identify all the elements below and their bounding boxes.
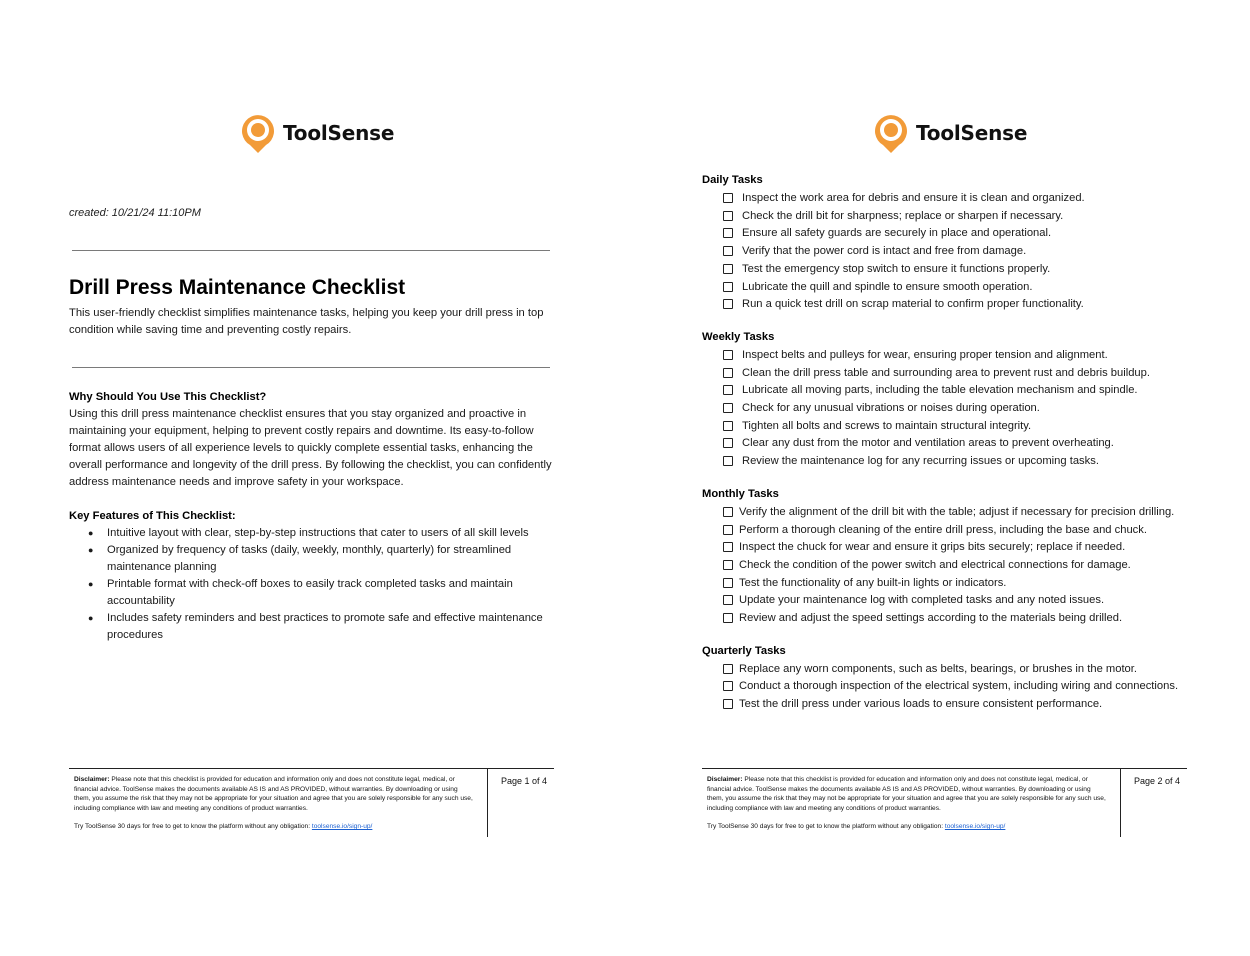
page-number: Page 1 of 4 [501, 776, 548, 786]
checkbox[interactable] [723, 542, 733, 552]
checklist-item: Clean the drill press table and surrounding area to prevent rust and debris buildup. [702, 365, 1222, 383]
checklist-item: Lubricate all moving parts, including the table elevation mechanism and spindle. [702, 382, 1222, 400]
toolsense-logo [873, 112, 1027, 154]
brand-name: ToolSense [283, 121, 395, 145]
checkbox[interactable] [723, 211, 733, 221]
checkbox[interactable] [723, 246, 733, 256]
checklist-item: Inspect the work area for debris and ensure it is clean and organized. [702, 190, 1222, 208]
checklist-item: Verify that the power cord is intact and free from damage. [702, 243, 1222, 261]
divider [72, 250, 550, 251]
bullet-icon: ● [88, 528, 94, 538]
list-item: ● Organized by frequency of tasks (daily, weekly, monthly, quarterly) for streamlined maintenance planning [88, 544, 512, 573]
checkbox[interactable] [723, 350, 733, 360]
checkbox[interactable] [723, 228, 733, 238]
page-title: Drill Press Maintenance Checklist [69, 276, 406, 299]
features-heading: Key Features of This Checklist: [69, 510, 236, 522]
why-body: Using this drill press maintenance checklist ensures that you stay organized and proactive in maintaining your equipment, helping to prevent costly repairs and downtime. Its easy-to-follow format allows users of all experience levels to quickly complete essential tasks, enhancing the overall performance and longevity of the drill press. By following the checklist, you can confidently address maintenance needs and improve safety in your workspace. [69, 408, 552, 488]
checklist-item: Inspect the chuck for wear and ensure it grips bits securely; replace if needed. [702, 539, 1222, 557]
checkbox[interactable] [723, 368, 733, 378]
checkbox[interactable] [723, 438, 733, 448]
list-item: ● Intuitive layout with clear, step-by-step instructions that cater to users of all skill levels [69, 525, 561, 542]
daily-tasks [702, 172, 1222, 314]
checklist-item: Lubricate the quill and spindle to ensure smooth operation. [702, 279, 1222, 297]
why-heading: Why Should You Use This Checklist? [69, 391, 267, 403]
checklist-item: Tighten all bolts and screws to maintain structural integrity. [702, 418, 1222, 436]
checkbox[interactable] [723, 264, 733, 274]
checkbox[interactable] [723, 681, 733, 691]
divider [72, 367, 550, 368]
bullet-icon: ● [88, 579, 94, 589]
location-pin-icon [240, 112, 276, 154]
intro-text: This user-friendly checklist simplifies maintenance tasks, helping you keep your drill press in top condition while saving time and preventing costly repairs. [69, 307, 544, 336]
checkbox[interactable] [723, 699, 733, 709]
weekly-tasks [702, 329, 1222, 471]
toolsense-logo [240, 112, 394, 154]
checklist-item: Check the condition of the power switch and electrical connections for damage. [702, 557, 1222, 575]
trial-text: Try ToolSense 30 days for free to get to know the platform without any obligation: toolsense.io/sign-up/ [74, 823, 373, 830]
checkbox[interactable] [723, 595, 733, 605]
checkbox[interactable] [723, 282, 733, 292]
checklist-item: Check for any unusual vibrations or noises during operation. [702, 400, 1222, 418]
footer-rule [702, 768, 1187, 769]
monthly-tasks [702, 486, 1222, 628]
disclaimer: Disclaimer: Please note that this checklist is provided for education and information only and does not constitute legal, medical, or financial advice. ToolSense makes the documents available AS IS and AS PROVIDED, without warranties. By downloading or using them, you assume the risk that they may not be appropriate for your situation and agree that you are solely responsible for any such use, including compliance with law and meeting any conditions of product warranties. [74, 776, 473, 812]
disclaimer: Disclaimer: Please note that this checklist is provided for education and information only and does not constitute legal, medical, or financial advice. ToolSense makes the documents available AS IS and AS PROVIDED, without warranties. By downloading or using them, you assume the risk that they may not be appropriate for your situation and agree that you are solely responsible for any such use, including compliance with law and meeting any conditions of product warranties. [707, 776, 1106, 812]
list-item: ● Includes safety reminders and best practices to promote safe and effective maintenance procedures [88, 612, 543, 641]
group-heading: Monthly Tasks [702, 487, 779, 500]
features-section [69, 508, 561, 644]
checklist-item: Perform a thorough cleaning of the entire drill press, including the base and chuck. [702, 522, 1222, 540]
checkbox[interactable] [723, 403, 733, 413]
checklist-item: Inspect belts and pulleys for wear, ensuring proper tension and alignment. [702, 347, 1222, 365]
footer-divider [1120, 768, 1121, 837]
list-item: ● Printable format with check-off boxes to easily track completed tasks and maintain accountability [88, 578, 513, 607]
checklist-item: Test the emergency stop switch to ensure it functions properly. [702, 261, 1222, 279]
checkbox[interactable] [723, 578, 733, 588]
group-heading: Quarterly Tasks [702, 644, 786, 657]
checklist-item: Ensure all safety guards are securely in place and operational. [702, 225, 1222, 243]
location-pin-icon [873, 112, 909, 154]
brand-name: ToolSense [916, 121, 1028, 145]
group-heading: Daily Tasks [702, 174, 763, 186]
checkbox[interactable] [723, 193, 733, 203]
group-heading: Weekly Tasks [702, 330, 775, 343]
checklist-item: Verify the alignment of the drill bit with the table; adjust if necessary for precision drilling. [702, 504, 1222, 522]
checklist-item: Check the drill bit for sharpness; replace or sharpen if necessary. [702, 208, 1222, 226]
footer-rule [69, 768, 554, 769]
checkbox[interactable] [723, 421, 733, 431]
bullet-icon: ● [88, 613, 94, 623]
checklist-item: Conduct a thorough inspection of the electrical system, including wiring and connections. [702, 678, 1222, 696]
quarterly-tasks [702, 643, 1222, 714]
checklist-item: Review and adjust the speed settings according to the materials being drilled. [702, 610, 1222, 628]
checklist-item: Test the functionality of any built-in lights or indicators. [702, 575, 1222, 593]
checklist-item: Replace any worn components, such as belts, bearings, or brushes in the motor. [702, 661, 1222, 679]
checklist-item: Clear any dust from the motor and ventilation areas to prevent overheating. [702, 435, 1222, 453]
why-section [69, 389, 561, 491]
checkbox[interactable] [723, 385, 733, 395]
checkbox[interactable] [723, 299, 733, 309]
page-number: Page 2 of 4 [1134, 776, 1181, 786]
bullet-icon: ● [88, 545, 94, 555]
signup-link[interactable]: toolsense.io/sign-up/ [311, 823, 373, 830]
footer-divider [487, 768, 488, 837]
checkbox[interactable] [723, 560, 733, 570]
checkbox[interactable] [723, 507, 733, 517]
checkbox[interactable] [723, 456, 733, 466]
features-list [69, 525, 561, 644]
checkbox[interactable] [723, 664, 733, 674]
checklist-item: Run a quick test drill on scrap material to confirm proper functionality. [702, 296, 1222, 314]
checkbox[interactable] [723, 525, 733, 535]
checklist-item: Test the drill press under various loads to ensure consistent performance. [702, 696, 1222, 714]
checklist-item: Review the maintenance log for any recurring issues or upcoming tasks. [702, 453, 1222, 471]
signup-link[interactable]: toolsense.io/sign-up/ [944, 823, 1006, 830]
trial-text: Try ToolSense 30 days for free to get to know the platform without any obligation: toolsense.io/sign-up/ [707, 823, 1006, 830]
created-date: created: 10/21/24 11:10PM [69, 207, 201, 219]
page-2 [633, 0, 1250, 956]
checkbox[interactable] [723, 613, 733, 623]
checklist-item: Update your maintenance log with completed tasks and any noted issues. [702, 592, 1222, 610]
task-checklist [702, 172, 1222, 729]
